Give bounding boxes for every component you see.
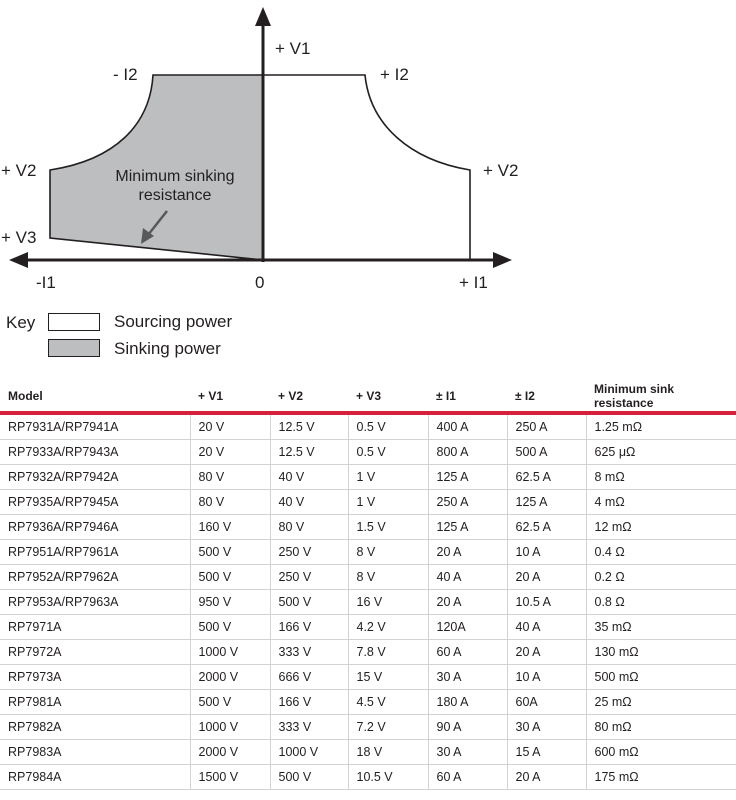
cell-i1: 30 A: [428, 665, 507, 690]
table-row: [0, 615, 736, 640]
table-row: [0, 740, 736, 765]
cell-v1: 500 V: [190, 690, 270, 715]
table-row: [0, 765, 736, 790]
cell-i2: 20 A: [507, 765, 586, 790]
cell-i1: 800 A: [428, 440, 507, 465]
cell-v3: 4.5 V: [348, 690, 428, 715]
cell-v3: 1.5 V: [348, 515, 428, 540]
cell-v2: 500 V: [270, 765, 348, 790]
cell-v2: 666 V: [270, 665, 348, 690]
cell-model: RP7982A: [0, 715, 190, 740]
sinking-label: Sinking power: [114, 339, 221, 358]
header-i1: ± I1: [428, 381, 507, 413]
cell-v3: 7.2 V: [348, 715, 428, 740]
cell-i1: 30 A: [428, 740, 507, 765]
sourcing-label: Sourcing power: [114, 312, 233, 331]
cell-min-sink-resistance: 35 mΩ: [586, 615, 736, 640]
table-row: [0, 690, 736, 715]
cell-min-sink-resistance: 175 mΩ: [586, 765, 736, 790]
header-v3: + V3: [348, 381, 428, 413]
cell-v1: 1000 V: [190, 715, 270, 740]
table-row: [0, 540, 736, 565]
table-row: [0, 640, 736, 665]
cell-v2: 333 V: [270, 715, 348, 740]
cell-i2: 62.5 A: [507, 465, 586, 490]
table-row: [0, 440, 736, 465]
table-row: [0, 565, 736, 590]
cell-model: RP7936A/RP7946A: [0, 515, 190, 540]
cell-v3: 7.8 V: [348, 640, 428, 665]
cell-v1: 80 V: [190, 490, 270, 515]
cell-model: RP7953A/RP7963A: [0, 590, 190, 615]
cell-v3: 1 V: [348, 465, 428, 490]
horizontal-axis-right-arrow-icon: [493, 252, 512, 268]
cell-i1: 90 A: [428, 715, 507, 740]
cell-v3: 10.5 V: [348, 765, 428, 790]
table-row: [0, 515, 736, 540]
cell-v1: 500 V: [190, 565, 270, 590]
cell-i1: 20 A: [428, 540, 507, 565]
header-v1: + V1: [190, 381, 270, 413]
cell-i2: 62.5 A: [507, 515, 586, 540]
cell-model: RP7931A/RP7941A: [0, 413, 190, 440]
table-row: [0, 590, 736, 615]
cell-v1: 950 V: [190, 590, 270, 615]
cell-v2: 1000 V: [270, 740, 348, 765]
model-spec-table: [0, 381, 736, 790]
cell-model: RP7933A/RP7943A: [0, 440, 190, 465]
header-v2: + V2: [270, 381, 348, 413]
cell-i2: 40 A: [507, 615, 586, 640]
cell-model: RP7971A: [0, 615, 190, 640]
cell-min-sink-resistance: 80 mΩ: [586, 715, 736, 740]
cell-i1: 400 A: [428, 413, 507, 440]
cell-model: RP7951A/RP7961A: [0, 540, 190, 565]
cell-i1: 40 A: [428, 565, 507, 590]
cell-v1: 2000 V: [190, 740, 270, 765]
cell-v3: 4.2 V: [348, 615, 428, 640]
cell-i1: 125 A: [428, 465, 507, 490]
cell-model: RP7935A/RP7945A: [0, 490, 190, 515]
cell-v2: 12.5 V: [270, 413, 348, 440]
cell-v2: 250 V: [270, 565, 348, 590]
cell-min-sink-resistance: 130 mΩ: [586, 640, 736, 665]
table-row: [0, 715, 736, 740]
sourcing-boundary: [263, 75, 470, 260]
label-v3: + V3: [1, 228, 37, 247]
cell-i2: 15 A: [507, 740, 586, 765]
cell-v2: 166 V: [270, 690, 348, 715]
cell-i2: 20 A: [507, 565, 586, 590]
cell-i2: 125 A: [507, 490, 586, 515]
cell-v1: 20 V: [190, 413, 270, 440]
table-row: [0, 665, 736, 690]
cell-i2: 250 A: [507, 413, 586, 440]
cell-i1: 20 A: [428, 590, 507, 615]
cell-min-sink-resistance: 1.25 mΩ: [586, 413, 736, 440]
cell-v3: 8 V: [348, 565, 428, 590]
cell-v3: 16 V: [348, 590, 428, 615]
cell-min-sink-resistance: 500 mΩ: [586, 665, 736, 690]
annotation-text-line1: Minimum sinking: [115, 168, 235, 185]
cell-v2: 40 V: [270, 490, 348, 515]
header-model: Model: [0, 381, 190, 413]
operating-region-diagram: [0, 0, 736, 300]
cell-v2: 333 V: [270, 640, 348, 665]
cell-i2: 10 A: [507, 665, 586, 690]
cell-i2: 30 A: [507, 715, 586, 740]
table-header-row: [0, 381, 736, 413]
cell-i2: 10.5 A: [507, 590, 586, 615]
cell-model: RP7984A: [0, 765, 190, 790]
cell-min-sink-resistance: 625 μΩ: [586, 440, 736, 465]
cell-i1: 125 A: [428, 515, 507, 540]
cell-model: RP7932A/RP7942A: [0, 465, 190, 490]
label-v2-right: + V2: [483, 161, 519, 180]
table-row: [0, 490, 736, 515]
cell-v1: 1000 V: [190, 640, 270, 665]
cell-v3: 0.5 V: [348, 413, 428, 440]
cell-min-sink-resistance: 25 mΩ: [586, 690, 736, 715]
cell-model: RP7981A: [0, 690, 190, 715]
cell-v1: 1500 V: [190, 765, 270, 790]
cell-v1: 500 V: [190, 615, 270, 640]
key-title: Key: [6, 313, 36, 332]
cell-v3: 8 V: [348, 540, 428, 565]
header-i2: ± I2: [507, 381, 586, 413]
cell-min-sink-resistance: 0.2 Ω: [586, 565, 736, 590]
cell-v1: 20 V: [190, 440, 270, 465]
cell-i2: 10 A: [507, 540, 586, 565]
label-i1-positive: + I1: [459, 273, 488, 292]
cell-v2: 40 V: [270, 465, 348, 490]
table-body: [0, 413, 736, 790]
cell-v2: 80 V: [270, 515, 348, 540]
cell-v2: 12.5 V: [270, 440, 348, 465]
vertical-axis-arrow-icon: [255, 7, 271, 26]
cell-i2: 500 A: [507, 440, 586, 465]
label-v2-left: + V2: [1, 161, 37, 180]
label-zero: 0: [255, 273, 265, 292]
cell-v1: 80 V: [190, 465, 270, 490]
table-row: [0, 465, 736, 490]
cell-model: RP7972A: [0, 640, 190, 665]
cell-i1: 60 A: [428, 765, 507, 790]
cell-i1: 180 A: [428, 690, 507, 715]
cell-v3: 1 V: [348, 490, 428, 515]
cell-i2: 20 A: [507, 640, 586, 665]
cell-v2: 166 V: [270, 615, 348, 640]
cell-v1: 500 V: [190, 540, 270, 565]
cell-v1: 2000 V: [190, 665, 270, 690]
table-row: [0, 413, 736, 440]
label-v1: + V1: [275, 39, 311, 58]
cell-min-sink-resistance: 8 mΩ: [586, 465, 736, 490]
cell-v3: 15 V: [348, 665, 428, 690]
cell-min-sink-resistance: 12 mΩ: [586, 515, 736, 540]
cell-min-sink-resistance: 600 mΩ: [586, 740, 736, 765]
cell-min-sink-resistance: 4 mΩ: [586, 490, 736, 515]
cell-v2: 500 V: [270, 590, 348, 615]
cell-i2: 60A: [507, 690, 586, 715]
cell-model: RP7983A: [0, 740, 190, 765]
cell-model: RP7952A/RP7962A: [0, 565, 190, 590]
cell-min-sink-resistance: 0.4 Ω: [586, 540, 736, 565]
cell-i1: 60 A: [428, 640, 507, 665]
header-min-sink-resistance: Minimum sink resistance: [586, 381, 736, 413]
cell-v3: 0.5 V: [348, 440, 428, 465]
label-i1-negative: -I1: [36, 273, 56, 292]
cell-v2: 250 V: [270, 540, 348, 565]
cell-model: RP7973A: [0, 665, 190, 690]
annotation-text-line2: resistance: [138, 187, 212, 204]
cell-v1: 160 V: [190, 515, 270, 540]
sinking-swatch: [48, 339, 100, 357]
horizontal-axis-left-arrow-icon: [9, 252, 28, 268]
cell-v3: 18 V: [348, 740, 428, 765]
legend-key: [0, 300, 300, 370]
cell-i1: 120A: [428, 615, 507, 640]
sourcing-swatch: [48, 313, 100, 331]
label-i2-positive: + I2: [380, 65, 409, 84]
cell-min-sink-resistance: 0.8 Ω: [586, 590, 736, 615]
cell-i1: 250 A: [428, 490, 507, 515]
label-i2-negative: - I2: [113, 65, 138, 84]
